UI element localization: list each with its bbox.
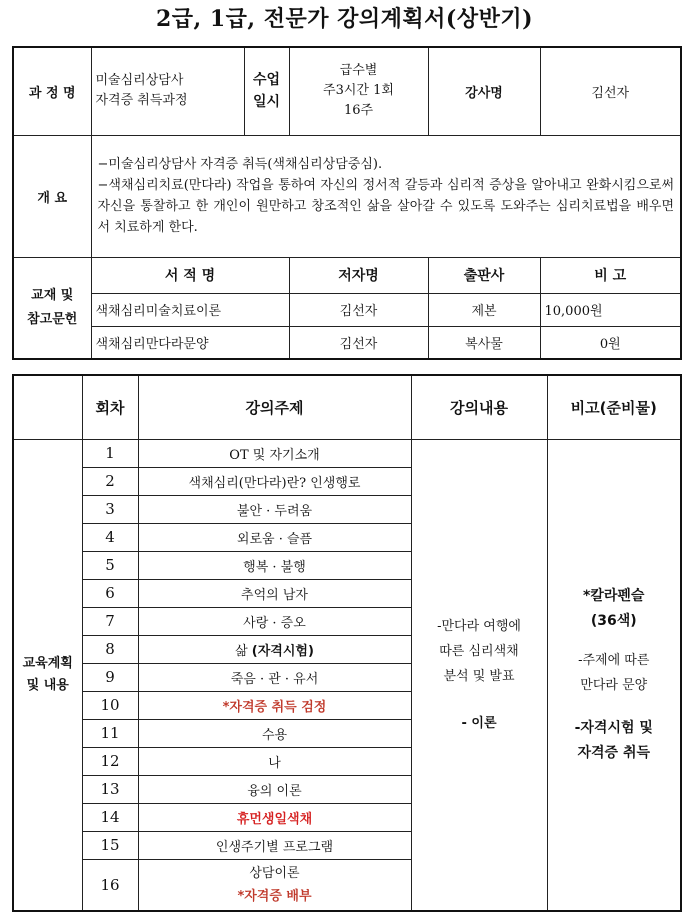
session-topic: 죽음 · 관 · 유서 bbox=[138, 663, 411, 691]
session-number: 14 bbox=[82, 803, 138, 831]
session-number: 10 bbox=[82, 691, 138, 719]
ref-header-note: 비 고 bbox=[540, 257, 681, 293]
schedule-value: 급수별 주3시간 1회 16주 bbox=[289, 47, 428, 135]
session-number: 15 bbox=[82, 831, 138, 859]
overview-label: 개 요 bbox=[13, 135, 91, 257]
plan-header-content: 강의내용 bbox=[411, 375, 547, 439]
session-topic: *자격증 취득 검정 bbox=[138, 691, 411, 719]
schedule-label: 수업 일시 bbox=[244, 47, 289, 135]
ref-author: 김선자 bbox=[289, 293, 428, 326]
instructor-value: 김선자 bbox=[540, 47, 681, 135]
session-number: 6 bbox=[82, 579, 138, 607]
course-name-label: 과 정 명 bbox=[13, 47, 91, 135]
references-label: 교재 및 참고문헌 bbox=[13, 257, 91, 359]
session-number: 16 bbox=[82, 859, 138, 911]
plan-side-label: 교육계획 및 내용 bbox=[13, 439, 82, 911]
course-info-table bbox=[12, 46, 682, 360]
ref-note: 10,000원 bbox=[540, 293, 681, 326]
session-topic: 상담이론 *자격증 배부 bbox=[138, 859, 411, 911]
session-topic: 삶 (자격시험) bbox=[138, 635, 411, 663]
page-title: 2급, 1급, 전문가 강의계획서(상반기) bbox=[155, 6, 533, 32]
session-number: 5 bbox=[82, 551, 138, 579]
session-number: 3 bbox=[82, 495, 138, 523]
ref-header-book: 서 적 명 bbox=[91, 257, 289, 293]
session-topic: 불안 · 두려움 bbox=[138, 495, 411, 523]
session-topic: 사랑 · 증오 bbox=[138, 607, 411, 635]
session-number: 13 bbox=[82, 775, 138, 803]
session-number: 2 bbox=[82, 467, 138, 495]
session-topic: 색채심리(만다라)란? 인생행로 bbox=[138, 467, 411, 495]
ref-header-author: 저자명 bbox=[289, 257, 428, 293]
overview-text: −미술심리상담사 자격증 취득(색채심리상담중심). −색채심리치료(만다라) 작업을 통하여 자신의 정서적 갈등과 심리적 증상을 알아내고 완화시킴으로써 자신을 통찰하고 한 개인이 원만하고 창조적인 삶을 살아갈 수 있도록 도와주는 심리치료법을 배우면서 치료하게 한다. bbox=[91, 135, 681, 257]
plan-header-prep: 비고(준비물) bbox=[547, 375, 681, 439]
ref-publisher: 제본 bbox=[428, 293, 540, 326]
session-number: 11 bbox=[82, 719, 138, 747]
course-name-value: 미술심리상담사 자격증 취득과정 bbox=[91, 47, 244, 135]
ref-note: 0원 bbox=[540, 326, 681, 359]
session-topic: 외로움 · 슬픔 bbox=[138, 523, 411, 551]
session-topic: 휴먼생일색채 bbox=[138, 803, 411, 831]
session-topic: 나 bbox=[138, 747, 411, 775]
session-number: 7 bbox=[82, 607, 138, 635]
lecture-content: -만다라 여행에 따른 심리색채 분석 및 발표 - 이론 bbox=[411, 439, 547, 911]
session-number: 8 bbox=[82, 635, 138, 663]
ref-header-publisher: 출판사 bbox=[428, 257, 540, 293]
session-number: 1 bbox=[82, 439, 138, 467]
session-topic: 추억의 남자 bbox=[138, 579, 411, 607]
plan-header-session: 회차 bbox=[82, 375, 138, 439]
lesson-plan-table bbox=[12, 374, 682, 912]
session-number: 9 bbox=[82, 663, 138, 691]
session-topic: 인생주기별 프로그램 bbox=[138, 831, 411, 859]
ref-publisher: 복사물 bbox=[428, 326, 540, 359]
session-number: 12 bbox=[82, 747, 138, 775]
plan-header-topic: 강의주제 bbox=[138, 375, 411, 439]
ref-author: 김선자 bbox=[289, 326, 428, 359]
session-number: 4 bbox=[82, 523, 138, 551]
prep-materials: *칼라펜슬 (36색) -주제에 따른 만다라 문양 -자격시험 및 자격증 취득 bbox=[547, 439, 681, 911]
ref-book: 색채심리미술치료이론 bbox=[91, 293, 289, 326]
session-topic: 융의 이론 bbox=[138, 775, 411, 803]
session-topic: OT 및 자기소개 bbox=[138, 439, 411, 467]
ref-book: 색채심리만다라문양 bbox=[91, 326, 289, 359]
session-topic: 행복 · 불행 bbox=[138, 551, 411, 579]
instructor-label: 강사명 bbox=[428, 47, 540, 135]
session-topic: 수용 bbox=[138, 719, 411, 747]
